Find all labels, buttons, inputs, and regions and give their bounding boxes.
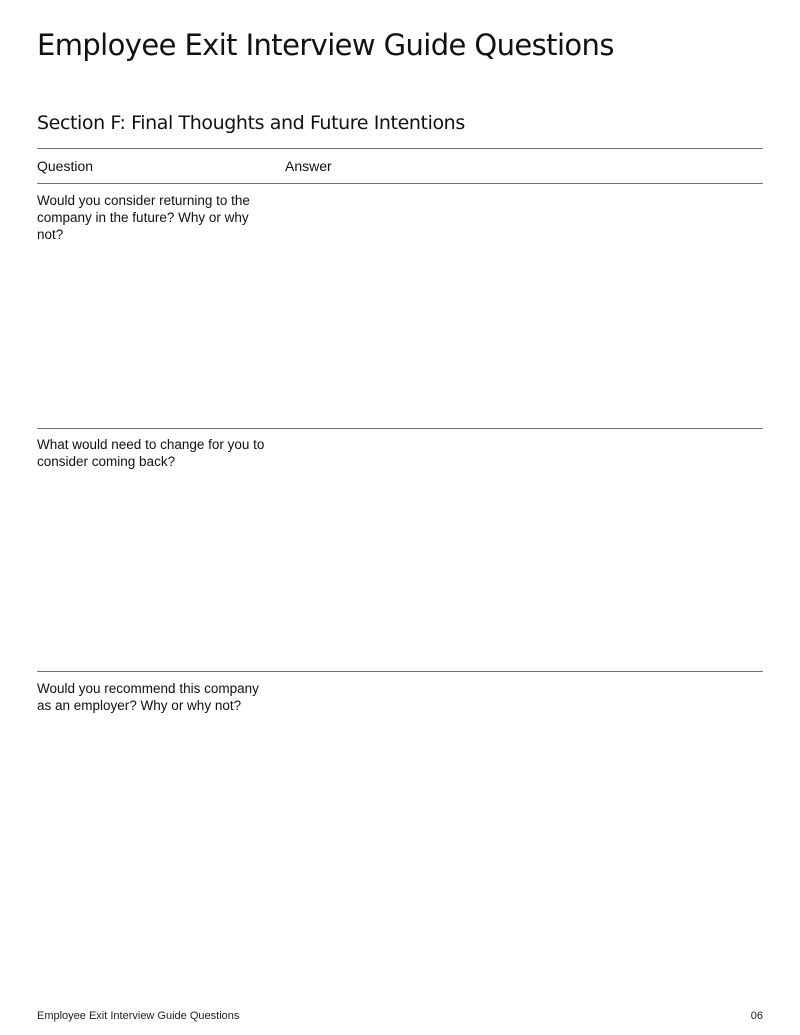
row-divider [37,428,763,429]
answer-field[interactable] [285,430,763,670]
column-header-answer: Answer [285,158,332,174]
answer-field[interactable] [285,186,763,426]
answer-field[interactable] [285,674,763,974]
column-header-question: Question [37,158,94,174]
question-text: Would you recommend this company as an employer? Why or why not? [37,681,259,713]
question-text: Would you consider returning to the company in the future? Why or why not? [37,193,250,242]
page-number: 06 [750,1010,763,1022]
section-title: Section F: Final Thoughts and Future Intentions [37,112,465,134]
header-divider [37,183,763,184]
question-text: What would need to change for you to consider coming back? [37,437,265,469]
footer-label: Employee Exit Interview Guide Questions [37,1010,240,1022]
page-title: Employee Exit Interview Guide Questions [37,28,614,62]
table-top-divider [37,148,763,149]
row-divider [37,671,763,672]
